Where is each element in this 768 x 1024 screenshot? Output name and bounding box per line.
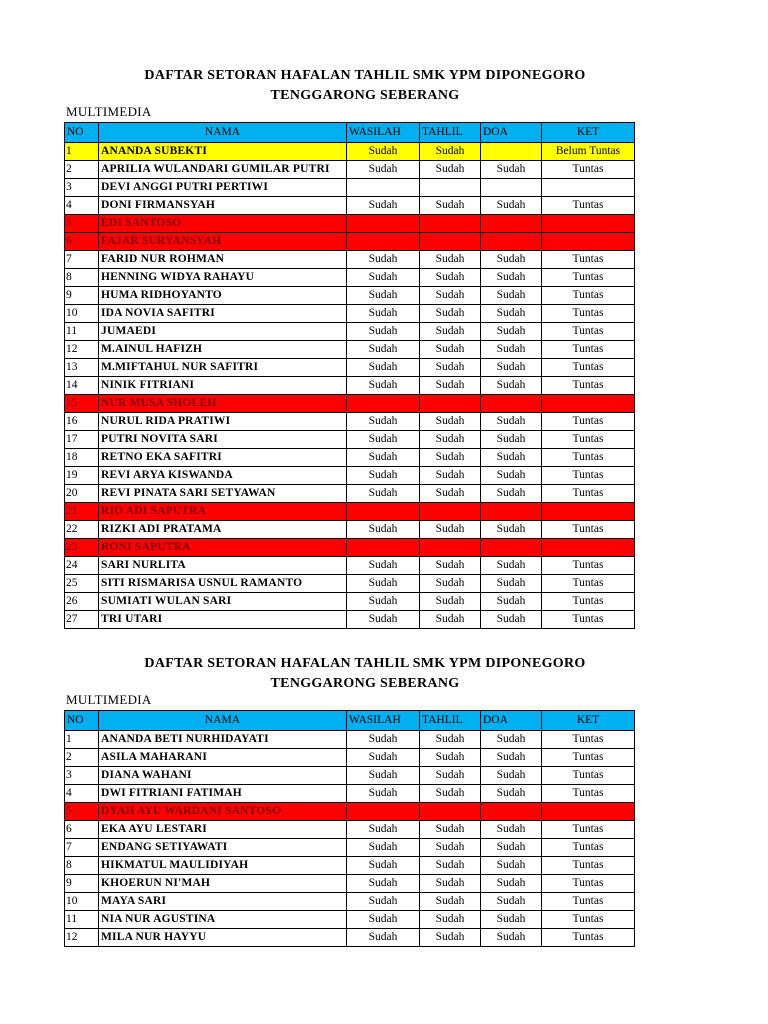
cell-tahlil bbox=[420, 179, 481, 197]
header-ket: KET bbox=[542, 711, 635, 731]
cell-nama: NIA NUR AGUSTINA bbox=[99, 911, 347, 929]
cell-nama: RETNO EKA SAFITRI bbox=[99, 449, 347, 467]
header-tahlil: TAHLIL bbox=[420, 123, 481, 143]
cell-doa: Sudah bbox=[481, 911, 542, 929]
table-header-row bbox=[65, 123, 635, 143]
table-row bbox=[65, 803, 635, 821]
cell-wasilah: Sudah bbox=[347, 161, 420, 179]
cell-no: 23 bbox=[65, 539, 99, 557]
cell-doa bbox=[481, 233, 542, 251]
cell-doa: Sudah bbox=[481, 893, 542, 911]
cell-ket: Tuntas bbox=[542, 269, 635, 287]
cell-wasilah: Sudah bbox=[347, 839, 420, 857]
cell-ket bbox=[542, 503, 635, 521]
header-nama: NAMA bbox=[99, 123, 347, 143]
table-row bbox=[65, 413, 635, 431]
cell-no: 3 bbox=[65, 179, 99, 197]
cell-doa: Sudah bbox=[481, 839, 542, 857]
table-row bbox=[65, 485, 635, 503]
cell-nama: ANANDA BETI NURHIDAYATI bbox=[99, 731, 347, 749]
cell-ket bbox=[542, 215, 635, 233]
cell-wasilah: Sudah bbox=[347, 521, 420, 539]
cell-wasilah bbox=[347, 233, 420, 251]
section-1 bbox=[0, 66, 768, 646]
cell-doa: Sudah bbox=[481, 929, 542, 947]
table-row bbox=[65, 377, 635, 395]
cell-wasilah: Sudah bbox=[347, 749, 420, 767]
cell-doa: Sudah bbox=[481, 467, 542, 485]
cell-wasilah: Sudah bbox=[347, 377, 420, 395]
cell-no: 9 bbox=[65, 287, 99, 305]
table-row bbox=[65, 521, 635, 539]
table-row bbox=[65, 467, 635, 485]
cell-nama: DWI FITRIANI FATIMAH bbox=[99, 785, 347, 803]
cell-no: 2 bbox=[65, 161, 99, 179]
cell-doa: Sudah bbox=[481, 611, 542, 629]
cell-nama: NURUL RIDA PRATIWI bbox=[99, 413, 347, 431]
cell-doa bbox=[481, 143, 542, 161]
cell-doa: Sudah bbox=[481, 431, 542, 449]
cell-no: 5 bbox=[65, 215, 99, 233]
table-row bbox=[65, 197, 635, 215]
cell-no: 4 bbox=[65, 785, 99, 803]
cell-wasilah: Sudah bbox=[347, 731, 420, 749]
cell-nama: EDI SANTOSO bbox=[99, 215, 347, 233]
document-subtitle: TENGGARONG SEBERANG bbox=[270, 88, 460, 103]
cell-ket: Tuntas bbox=[542, 839, 635, 857]
cell-tahlil: Sudah bbox=[420, 305, 481, 323]
cell-no: 25 bbox=[65, 575, 99, 593]
table-row bbox=[65, 449, 635, 467]
cell-no: 10 bbox=[65, 893, 99, 911]
cell-tahlil: Sudah bbox=[420, 449, 481, 467]
cell-tahlil: Sudah bbox=[420, 359, 481, 377]
cell-doa: Sudah bbox=[481, 341, 542, 359]
cell-nama: NINIK FITRIANI bbox=[99, 377, 347, 395]
cell-no: 16 bbox=[65, 413, 99, 431]
cell-wasilah: Sudah bbox=[347, 467, 420, 485]
cell-tahlil: Sudah bbox=[420, 197, 481, 215]
cell-ket: Tuntas bbox=[542, 485, 635, 503]
document-subtitle: TENGGARONG SEBERANG bbox=[270, 676, 460, 691]
cell-tahlil: Sudah bbox=[420, 521, 481, 539]
table-row bbox=[65, 731, 635, 749]
cell-no: 3 bbox=[65, 767, 99, 785]
table-row bbox=[65, 269, 635, 287]
cell-nama: SARI NURLITA bbox=[99, 557, 347, 575]
table-row bbox=[65, 395, 635, 413]
cell-tahlil: Sudah bbox=[420, 821, 481, 839]
cell-nama: ASILA MAHARANI bbox=[99, 749, 347, 767]
table-row bbox=[65, 539, 635, 557]
cell-wasilah: Sudah bbox=[347, 413, 420, 431]
cell-doa bbox=[481, 503, 542, 521]
cell-wasilah bbox=[347, 803, 420, 821]
table-row bbox=[65, 929, 635, 947]
cell-nama: REVI PINATA SARI SETYAWAN bbox=[99, 485, 347, 503]
cell-ket: Tuntas bbox=[542, 575, 635, 593]
cell-ket: Tuntas bbox=[542, 323, 635, 341]
attendance-table bbox=[64, 710, 635, 947]
cell-no: 12 bbox=[65, 341, 99, 359]
cell-doa: Sudah bbox=[481, 485, 542, 503]
cell-doa: Sudah bbox=[481, 875, 542, 893]
cell-no: 26 bbox=[65, 593, 99, 611]
cell-wasilah bbox=[347, 539, 420, 557]
cell-ket: Tuntas bbox=[542, 197, 635, 215]
table-row bbox=[65, 767, 635, 785]
cell-doa: Sudah bbox=[481, 269, 542, 287]
table-row bbox=[65, 287, 635, 305]
cell-ket: Tuntas bbox=[542, 611, 635, 629]
cell-no: 12 bbox=[65, 929, 99, 947]
cell-tahlil: Sudah bbox=[420, 785, 481, 803]
table-row bbox=[65, 179, 635, 197]
cell-tahlil: Sudah bbox=[420, 767, 481, 785]
cell-wasilah: Sudah bbox=[347, 857, 420, 875]
cell-wasilah: Sudah bbox=[347, 611, 420, 629]
cell-tahlil bbox=[420, 215, 481, 233]
cell-ket: Tuntas bbox=[542, 305, 635, 323]
cell-no: 4 bbox=[65, 197, 99, 215]
table-body bbox=[65, 731, 635, 947]
cell-ket: Tuntas bbox=[542, 749, 635, 767]
attendance-table bbox=[64, 122, 635, 629]
cell-tahlil: Sudah bbox=[420, 557, 481, 575]
section-2 bbox=[0, 654, 768, 954]
header-wasilah: WASILAH bbox=[347, 711, 420, 731]
cell-no: 13 bbox=[65, 359, 99, 377]
cell-doa: Sudah bbox=[481, 287, 542, 305]
cell-wasilah: Sudah bbox=[347, 197, 420, 215]
cell-wasilah: Sudah bbox=[347, 821, 420, 839]
cell-ket: Tuntas bbox=[542, 875, 635, 893]
cell-nama: EKA AYU LESTARI bbox=[99, 821, 347, 839]
cell-no: 5 bbox=[65, 803, 99, 821]
cell-ket: Tuntas bbox=[542, 893, 635, 911]
cell-doa: Sudah bbox=[481, 449, 542, 467]
cell-doa: Sudah bbox=[481, 161, 542, 179]
table-row bbox=[65, 359, 635, 377]
cell-no: 18 bbox=[65, 449, 99, 467]
cell-tahlil: Sudah bbox=[420, 911, 481, 929]
cell-tahlil bbox=[420, 395, 481, 413]
cell-doa bbox=[481, 215, 542, 233]
cell-tahlil: Sudah bbox=[420, 593, 481, 611]
header-doa: DOA bbox=[481, 711, 542, 731]
cell-no: 21 bbox=[65, 503, 99, 521]
cell-nama: SUMIATI WULAN SARI bbox=[99, 593, 347, 611]
cell-nama: HENNING WIDYA RAHAYU bbox=[99, 269, 347, 287]
cell-tahlil bbox=[420, 803, 481, 821]
cell-doa bbox=[481, 179, 542, 197]
department-label: MULTIMEDIA bbox=[66, 692, 152, 707]
cell-ket: Tuntas bbox=[542, 287, 635, 305]
cell-nama: KHOERUN NI'MAH bbox=[99, 875, 347, 893]
cell-nama: ENDANG SETIYAWATI bbox=[99, 839, 347, 857]
cell-no: 27 bbox=[65, 611, 99, 629]
cell-tahlil: Sudah bbox=[420, 893, 481, 911]
table-row bbox=[65, 323, 635, 341]
cell-tahlil: Sudah bbox=[420, 485, 481, 503]
cell-doa: Sudah bbox=[481, 857, 542, 875]
table-row bbox=[65, 857, 635, 875]
table-body bbox=[65, 143, 635, 629]
cell-doa: Sudah bbox=[481, 305, 542, 323]
cell-wasilah: Sudah bbox=[347, 431, 420, 449]
table-row bbox=[65, 305, 635, 323]
cell-ket: Tuntas bbox=[542, 431, 635, 449]
cell-ket: Tuntas bbox=[542, 161, 635, 179]
cell-nama: DONI FIRMANSYAH bbox=[99, 197, 347, 215]
cell-wasilah: Sudah bbox=[347, 323, 420, 341]
cell-wasilah: Sudah bbox=[347, 875, 420, 893]
cell-tahlil: Sudah bbox=[420, 143, 481, 161]
cell-nama: RIZKI ADI PRATAMA bbox=[99, 521, 347, 539]
table-row bbox=[65, 161, 635, 179]
table-row bbox=[65, 875, 635, 893]
cell-no: 6 bbox=[65, 821, 99, 839]
cell-wasilah: Sudah bbox=[347, 143, 420, 161]
cell-tahlil: Sudah bbox=[420, 875, 481, 893]
cell-ket bbox=[542, 395, 635, 413]
cell-doa: Sudah bbox=[481, 575, 542, 593]
cell-doa bbox=[481, 803, 542, 821]
table-row bbox=[65, 749, 635, 767]
cell-no: 1 bbox=[65, 143, 99, 161]
cell-no: 8 bbox=[65, 269, 99, 287]
cell-tahlil: Sudah bbox=[420, 857, 481, 875]
header-wasilah: WASILAH bbox=[347, 123, 420, 143]
cell-tahlil: Sudah bbox=[420, 611, 481, 629]
cell-wasilah: Sudah bbox=[347, 359, 420, 377]
table-row bbox=[65, 575, 635, 593]
header-no: NO bbox=[65, 711, 99, 731]
cell-no: 15 bbox=[65, 395, 99, 413]
cell-nama: DEVI ANGGI PUTRI PERTIWI bbox=[99, 179, 347, 197]
cell-ket: Tuntas bbox=[542, 911, 635, 929]
cell-no: 22 bbox=[65, 521, 99, 539]
cell-tahlil bbox=[420, 233, 481, 251]
cell-nama: MILA NUR HAYYU bbox=[99, 929, 347, 947]
cell-no: 9 bbox=[65, 875, 99, 893]
cell-tahlil: Sudah bbox=[420, 251, 481, 269]
table-row bbox=[65, 503, 635, 521]
cell-wasilah: Sudah bbox=[347, 269, 420, 287]
table-row bbox=[65, 785, 635, 803]
cell-wasilah: Sudah bbox=[347, 305, 420, 323]
cell-no: 7 bbox=[65, 251, 99, 269]
table-row bbox=[65, 893, 635, 911]
cell-nama: TRI UTARI bbox=[99, 611, 347, 629]
cell-no: 24 bbox=[65, 557, 99, 575]
cell-doa bbox=[481, 395, 542, 413]
table-header-row bbox=[65, 711, 635, 731]
cell-tahlil bbox=[420, 503, 481, 521]
table-row bbox=[65, 911, 635, 929]
cell-doa: Sudah bbox=[481, 749, 542, 767]
cell-ket: Tuntas bbox=[542, 929, 635, 947]
cell-tahlil: Sudah bbox=[420, 413, 481, 431]
cell-ket: Tuntas bbox=[542, 449, 635, 467]
header-nama: NAMA bbox=[99, 711, 347, 731]
cell-no: 11 bbox=[65, 323, 99, 341]
cell-doa: Sudah bbox=[481, 521, 542, 539]
cell-ket: Tuntas bbox=[542, 821, 635, 839]
cell-wasilah: Sudah bbox=[347, 929, 420, 947]
cell-nama: RONI SAPUTRA bbox=[99, 539, 347, 557]
cell-doa: Sudah bbox=[481, 731, 542, 749]
cell-ket bbox=[542, 233, 635, 251]
cell-no: 14 bbox=[65, 377, 99, 395]
cell-tahlil: Sudah bbox=[420, 431, 481, 449]
cell-nama: MAYA SARI bbox=[99, 893, 347, 911]
cell-no: 19 bbox=[65, 467, 99, 485]
table-row bbox=[65, 251, 635, 269]
cell-doa: Sudah bbox=[481, 785, 542, 803]
cell-ket: Tuntas bbox=[542, 767, 635, 785]
cell-ket bbox=[542, 803, 635, 821]
cell-tahlil: Sudah bbox=[420, 929, 481, 947]
cell-nama: ANANDA SUBEKTI bbox=[99, 143, 347, 161]
cell-no: 11 bbox=[65, 911, 99, 929]
cell-doa: Sudah bbox=[481, 359, 542, 377]
cell-doa: Sudah bbox=[481, 197, 542, 215]
cell-no: 10 bbox=[65, 305, 99, 323]
cell-doa: Sudah bbox=[481, 377, 542, 395]
cell-nama: SITI RISMARISA USNUL RAMANTO bbox=[99, 575, 347, 593]
cell-ket: Tuntas bbox=[542, 251, 635, 269]
cell-wasilah: Sudah bbox=[347, 785, 420, 803]
cell-nama: RIO ADI SAPUTRA bbox=[99, 503, 347, 521]
table-row bbox=[65, 839, 635, 857]
cell-wasilah: Sudah bbox=[347, 767, 420, 785]
cell-no: 2 bbox=[65, 749, 99, 767]
cell-no: 1 bbox=[65, 731, 99, 749]
cell-nama: PUTRI NOVITA SARI bbox=[99, 431, 347, 449]
cell-ket bbox=[542, 179, 635, 197]
cell-nama: NUR MUSA SHOLEH bbox=[99, 395, 347, 413]
table-row bbox=[65, 143, 635, 161]
cell-wasilah: Sudah bbox=[347, 893, 420, 911]
cell-nama: M.AINUL HAFIZH bbox=[99, 341, 347, 359]
table-row bbox=[65, 233, 635, 251]
department-label: MULTIMEDIA bbox=[66, 104, 152, 119]
cell-tahlil: Sudah bbox=[420, 341, 481, 359]
cell-wasilah: Sudah bbox=[347, 593, 420, 611]
cell-ket bbox=[542, 539, 635, 557]
cell-nama: HIKMATUL MAULIDIYAH bbox=[99, 857, 347, 875]
cell-nama: M.MIFTAHUL NUR SAFITRI bbox=[99, 359, 347, 377]
cell-ket: Tuntas bbox=[542, 341, 635, 359]
cell-nama: DIANA WAHANI bbox=[99, 767, 347, 785]
cell-tahlil: Sudah bbox=[420, 269, 481, 287]
cell-tahlil: Sudah bbox=[420, 731, 481, 749]
cell-tahlil: Sudah bbox=[420, 575, 481, 593]
table-row bbox=[65, 821, 635, 839]
cell-tahlil: Sudah bbox=[420, 377, 481, 395]
cell-doa: Sudah bbox=[481, 557, 542, 575]
cell-ket: Tuntas bbox=[542, 359, 635, 377]
table-row bbox=[65, 431, 635, 449]
cell-nama: FAJAR SURYANSYAH bbox=[99, 233, 347, 251]
cell-ket: Tuntas bbox=[542, 857, 635, 875]
cell-doa: Sudah bbox=[481, 251, 542, 269]
cell-wasilah: Sudah bbox=[347, 287, 420, 305]
cell-no: 6 bbox=[65, 233, 99, 251]
cell-doa bbox=[481, 539, 542, 557]
cell-tahlil: Sudah bbox=[420, 839, 481, 857]
cell-ket: Tuntas bbox=[542, 521, 635, 539]
cell-doa: Sudah bbox=[481, 323, 542, 341]
cell-tahlil: Sudah bbox=[420, 287, 481, 305]
cell-ket: Tuntas bbox=[542, 377, 635, 395]
table-row bbox=[65, 593, 635, 611]
cell-wasilah bbox=[347, 215, 420, 233]
cell-ket: Tuntas bbox=[542, 413, 635, 431]
cell-no: 7 bbox=[65, 839, 99, 857]
cell-no: 17 bbox=[65, 431, 99, 449]
cell-tahlil: Sudah bbox=[420, 749, 481, 767]
cell-ket: Tuntas bbox=[542, 731, 635, 749]
table-row bbox=[65, 611, 635, 629]
cell-ket: Tuntas bbox=[542, 593, 635, 611]
cell-wasilah: Sudah bbox=[347, 911, 420, 929]
cell-no: 8 bbox=[65, 857, 99, 875]
cell-ket: Tuntas bbox=[542, 785, 635, 803]
header-doa: DOA bbox=[481, 123, 542, 143]
cell-wasilah: Sudah bbox=[347, 575, 420, 593]
cell-nama: REVI ARYA KISWANDA bbox=[99, 467, 347, 485]
cell-nama: FARID NUR ROHMAN bbox=[99, 251, 347, 269]
table-row bbox=[65, 215, 635, 233]
cell-tahlil: Sudah bbox=[420, 161, 481, 179]
cell-wasilah: Sudah bbox=[347, 251, 420, 269]
table-row bbox=[65, 341, 635, 359]
cell-doa: Sudah bbox=[481, 413, 542, 431]
cell-no: 20 bbox=[65, 485, 99, 503]
cell-tahlil: Sudah bbox=[420, 323, 481, 341]
cell-doa: Sudah bbox=[481, 767, 542, 785]
header-ket: KET bbox=[542, 123, 635, 143]
cell-tahlil: Sudah bbox=[420, 467, 481, 485]
header-tahlil: TAHLIL bbox=[420, 711, 481, 731]
cell-nama: HUMA RIDHOYANTO bbox=[99, 287, 347, 305]
document-title: DAFTAR SETORAN HAFALAN TAHLIL SMK YPM DIPONEGORO bbox=[144, 68, 586, 83]
cell-ket: Belum Tuntas bbox=[542, 143, 635, 161]
document-title: DAFTAR SETORAN HAFALAN TAHLIL SMK YPM DIPONEGORO bbox=[144, 656, 586, 671]
cell-wasilah: Sudah bbox=[347, 449, 420, 467]
cell-wasilah bbox=[347, 395, 420, 413]
cell-wasilah: Sudah bbox=[347, 485, 420, 503]
table-row bbox=[65, 557, 635, 575]
cell-doa: Sudah bbox=[481, 821, 542, 839]
header-no: NO bbox=[65, 123, 99, 143]
cell-doa: Sudah bbox=[481, 593, 542, 611]
cell-nama: DYAH AYU WARDANI SANTOSO bbox=[99, 803, 347, 821]
cell-wasilah bbox=[347, 503, 420, 521]
cell-ket: Tuntas bbox=[542, 467, 635, 485]
cell-wasilah: Sudah bbox=[347, 557, 420, 575]
cell-nama: IDA NOVIA SAFITRI bbox=[99, 305, 347, 323]
cell-wasilah: Sudah bbox=[347, 341, 420, 359]
cell-nama: APRILIA WULANDARI GUMILAR PUTRI bbox=[99, 161, 347, 179]
cell-nama: JUMAEDI bbox=[99, 323, 347, 341]
cell-wasilah bbox=[347, 179, 420, 197]
cell-tahlil bbox=[420, 539, 481, 557]
cell-ket: Tuntas bbox=[542, 557, 635, 575]
